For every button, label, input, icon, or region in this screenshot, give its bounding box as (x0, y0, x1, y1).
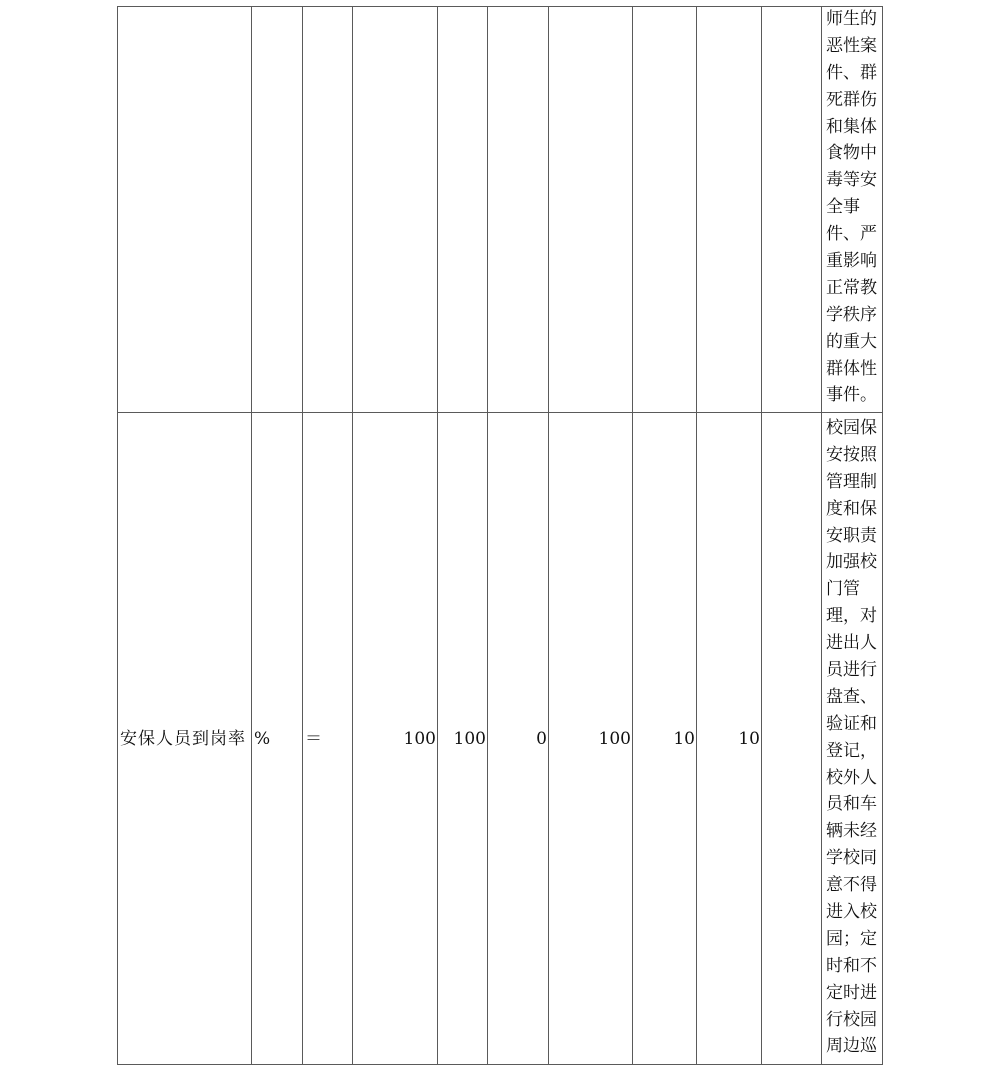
description-line: 意不得 (826, 875, 877, 896)
column-divider (761, 6, 762, 1065)
value-cell: 10 (673, 729, 695, 749)
table-border-top (117, 6, 883, 7)
value-cell: 10 (738, 729, 760, 749)
description-line: 件、严 (826, 224, 877, 245)
column-divider (352, 6, 353, 1065)
description-line: 事件。 (826, 385, 877, 406)
description-line: 群体性 (826, 358, 877, 379)
description-line: 进出人 (826, 633, 877, 654)
column-divider (487, 6, 488, 1065)
column-divider (696, 6, 697, 1065)
description-line: 理，对 (826, 606, 877, 627)
row-divider (117, 412, 883, 413)
operator-cell: ＝ (305, 729, 322, 749)
description-line: 恶性案 (826, 35, 877, 56)
description-line: 员和车 (826, 794, 877, 815)
description-line: 盘查、 (826, 686, 877, 707)
description-line: 加强校 (826, 552, 877, 573)
description-line: 和集体 (826, 116, 877, 137)
column-divider (251, 6, 252, 1065)
description-line: 正常教 (826, 277, 877, 298)
indicator-name: 安保人员到岗率 (120, 729, 246, 749)
top-row-description (826, 6, 884, 409)
description-line: 学校同 (826, 848, 877, 869)
value-cell: 100 (598, 729, 631, 749)
column-divider (632, 6, 633, 1065)
description-line: 验证和 (826, 713, 877, 734)
main-row-description (826, 415, 884, 1060)
value-cell: 100 (453, 729, 486, 749)
description-line: 的重大 (826, 331, 877, 352)
column-divider (302, 6, 303, 1065)
description-line: 件、群 (826, 62, 877, 83)
value-cell: 0 (536, 729, 547, 749)
description-line: 员进行 (826, 660, 877, 681)
description-line: 安职责 (826, 525, 877, 546)
description-line: 师生的 (826, 9, 877, 29)
description-line: 全事 (826, 197, 860, 218)
description-line: 校外人 (826, 767, 877, 788)
description-line: 登记， (826, 740, 877, 761)
description-line: 周边巡 (826, 1036, 877, 1057)
description-line: 死群伤 (826, 89, 877, 110)
value-cell: 100 (403, 729, 436, 749)
column-divider (821, 6, 822, 1065)
column-divider (548, 6, 549, 1065)
unit-cell: % (254, 729, 271, 749)
description-line: 校园保 (826, 418, 877, 438)
column-divider (437, 6, 438, 1065)
description-line: 管理制 (826, 471, 877, 492)
description-line: 食物中 (826, 143, 877, 164)
description-line: 定时进 (826, 982, 877, 1003)
description-line: 门管 (826, 579, 860, 600)
description-line: 园；定 (826, 928, 877, 949)
description-line: 学秩序 (826, 304, 877, 325)
description-line: 重影响 (826, 251, 877, 272)
table-border-left (117, 6, 118, 1065)
description-line: 辆未经 (826, 821, 877, 842)
description-line: 毒等安 (826, 170, 877, 191)
description-line: 行校园 (826, 1009, 877, 1030)
description-line: 安按照 (826, 444, 877, 465)
description-line: 时和不 (826, 955, 877, 976)
description-line: 进入校 (826, 902, 877, 923)
description-line: 度和保 (826, 498, 877, 519)
table-border-bottom (117, 1064, 883, 1065)
